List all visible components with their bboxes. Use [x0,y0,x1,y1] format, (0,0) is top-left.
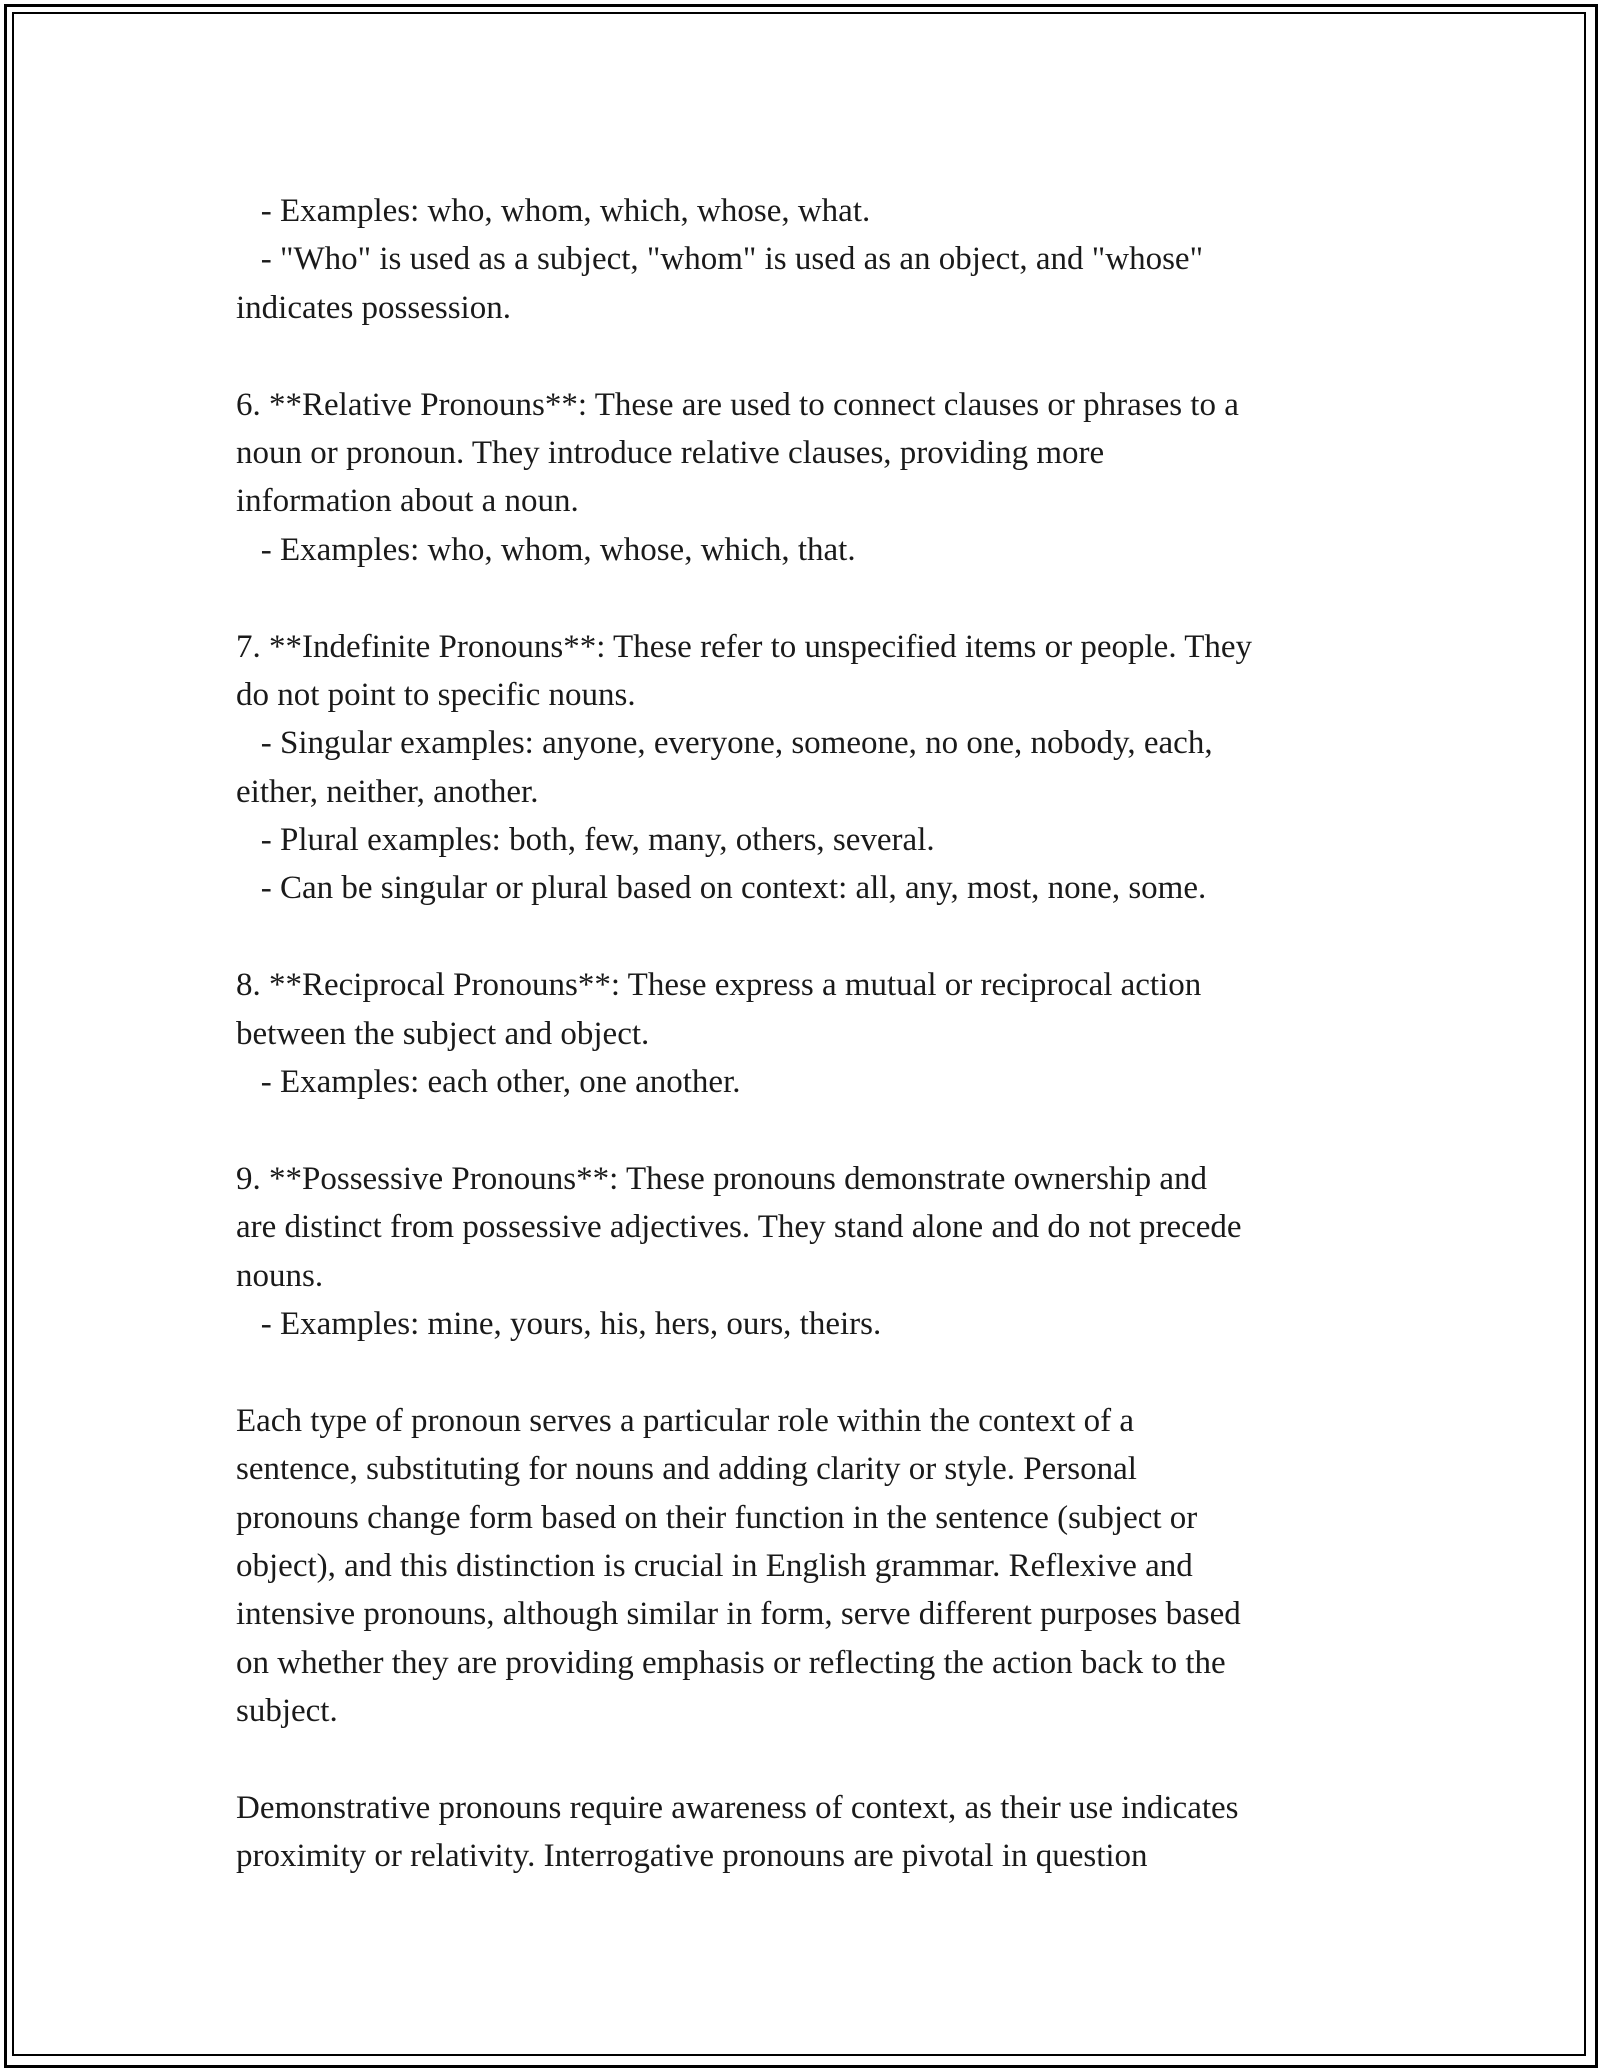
text-line: 9. **Possessive Pronouns**: These pronouns demonstrate ownership and [236,1160,1207,1197]
text-line: - Examples: mine, yours, his, hers, ours, theirs. [236,1305,882,1342]
text-line: sentence, substituting for nouns and adding clarity or style. Personal [236,1451,1137,1488]
text-line: - Examples: who, whom, which, whose, what. [236,193,871,229]
text-line: on whether they are providing emphasis or reflecting the action back to the [236,1644,1226,1681]
text-line: - "Who" is used as a subject, "whom" is used as an object, and "whose" [236,241,1204,278]
text-line: proximity or relativity. Interrogative pronouns are pivotal in question [236,1838,1148,1875]
text-line: Demonstrative pronouns require awareness of context, as their use indicates [236,1789,1239,1826]
text-line: 8. **Reciprocal Pronouns**: These express a mutual or reciprocal action [236,967,1202,1004]
paragraph-gap [236,332,1406,380]
text-line: Each type of pronoun serves a particular role within the context of a [236,1402,1135,1439]
text-line: between the subject and object. [236,1015,650,1052]
text-line: - Singular examples: anyone, everyone, someone, no one, nobody, each, [236,725,1213,762]
text-line: intensive pronouns, although similar in form, serve different purposes based [236,1596,1241,1633]
text-line: subject. [236,1693,338,1730]
text-line: - Examples: who, whom, whose, which, that. [236,531,856,568]
text-line: indicates possession. [236,289,511,326]
paragraph-gap [236,1348,1406,1396]
text-line: 6. **Relative Pronouns**: These are used to connect clauses or phrases to a [236,386,1239,423]
text-line: - Plural examples: both, few, many, others, several. [236,822,935,859]
paragraph-gap [236,1736,1406,1784]
text-line: information about a noun. [236,483,579,520]
text-line: noun or pronoun. They introduce relative clauses, providing more [236,434,1105,471]
text-line: pronouns change form based on their function in the sentence (subject or [236,1499,1198,1536]
text-line: - Can be singular or plural based on context: all, any, most, none, some. [236,870,1207,907]
text-line: nouns. [236,1257,324,1294]
text-line: are distinct from possessive adjectives. They stand alone and do not precede [236,1209,1242,1246]
paragraph-gap [236,913,1406,961]
text-line: do not point to specific nouns. [236,676,636,713]
text-line: - Examples: each other, one another. [236,1064,741,1101]
text-line: either, neither, another. [236,773,539,810]
text-line: 7. **Indefinite Pronouns**: These refer to unspecified items or people. They [236,628,1253,665]
paragraph-gap [236,1106,1406,1154]
paragraph-gap [236,574,1406,622]
document-body [236,187,1406,1881]
text-line: object), and this distinction is crucial in English grammar. Reflexive and [236,1547,1193,1584]
